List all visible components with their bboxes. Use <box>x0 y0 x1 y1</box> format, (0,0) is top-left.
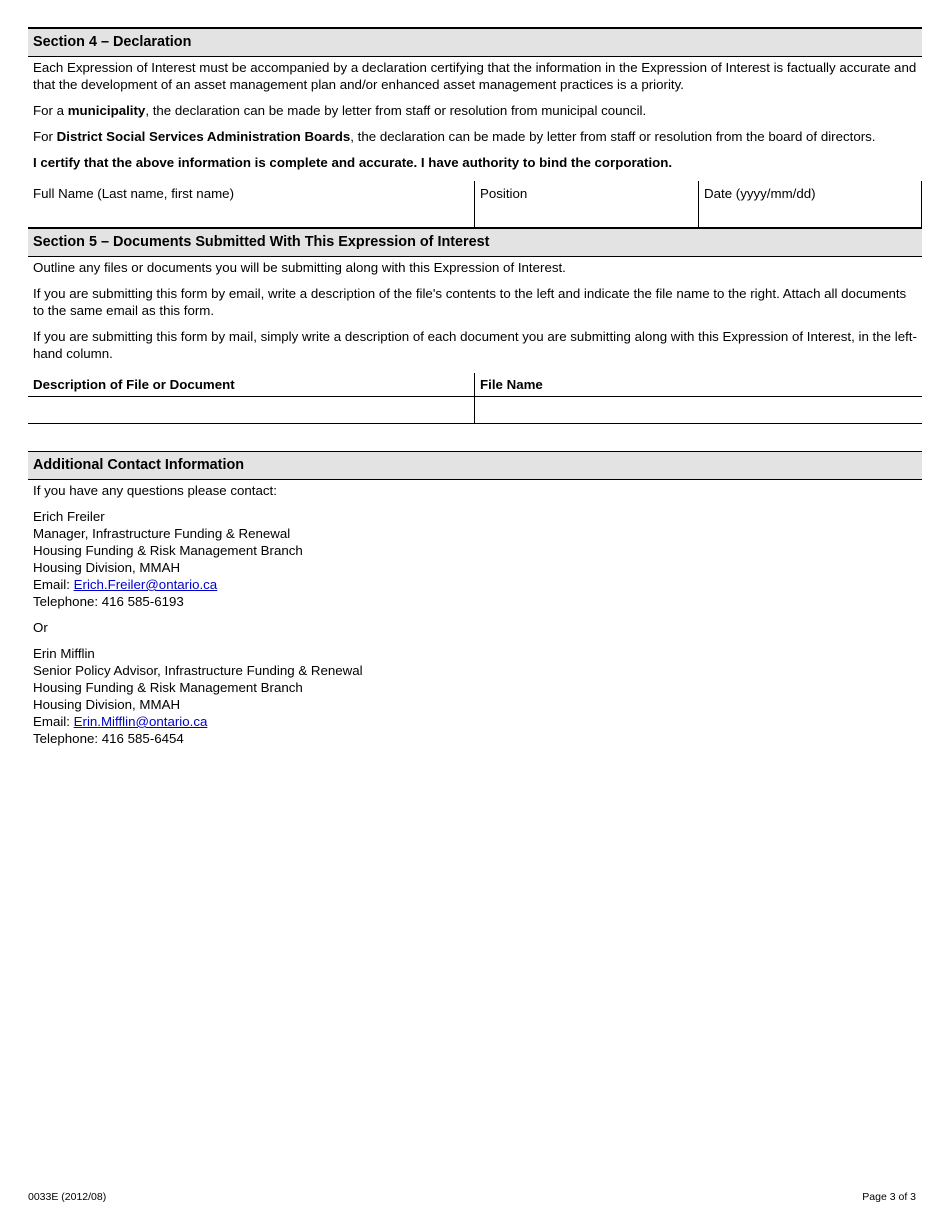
date-label: Date (yyyy/mm/dd) <box>704 186 816 201</box>
form-page <box>28 27 922 747</box>
form-code: 0033E (2012/08) <box>28 1191 107 1203</box>
documents-table-header <box>28 373 922 397</box>
documents-table <box>28 373 922 424</box>
table-row <box>28 397 922 424</box>
full-name-label: Full Name (Last name, first name) <box>33 186 234 201</box>
position-label: Position <box>480 186 528 201</box>
section4-intro: Each Expression of Interest must be accompanied by a declaration certifying that the information in the Expression of Interest is factually accurate and that the development of an asset management plan and/or enhanced asset management practices is a priority. <box>33 60 917 92</box>
file-name-input[interactable] <box>474 397 922 423</box>
section5-heading: Section 5 – Documents Submitted With This Expression of Interest <box>28 229 922 257</box>
section5-mail-instructions: If you are submitting this form by mail, simply write a description of each document you are submitting along with this Expression of Interest, in the left-hand column. <box>33 329 917 361</box>
contact-or: Or <box>33 620 48 635</box>
contact-branch: Housing Funding & Risk Management Branch <box>33 543 303 558</box>
declaration-fields <box>28 181 922 229</box>
contact-title: Manager, Infrastructure Funding & Renewal <box>33 526 291 541</box>
file-name-column-header: File Name <box>474 373 922 396</box>
contact-email-link[interactable]: Erich.Freiler@ontario.ca <box>73 577 218 592</box>
contact-title: Senior Policy Advisor, Infrastructure Funding & Renewal <box>33 663 363 678</box>
contact-branch: Housing Funding & Risk Management Branch <box>33 680 303 695</box>
full-name-field[interactable] <box>28 181 474 227</box>
contact-heading: Additional Contact Information <box>28 451 922 480</box>
contact-name: Erich Freiler <box>33 509 105 524</box>
contact-email-line: Email: Erin.Mifflin@ontario.ca <box>33 714 208 729</box>
contact-division: Housing Division, MMAH <box>33 697 181 712</box>
contact-person-1 <box>28 508 922 610</box>
section4-municipality-note: For a municipality, the declaration can be made by letter from staff or resolution from municipal council. <box>33 103 647 118</box>
section4-dssab-note: For District Social Services Administration Boards, the declaration can be made by letter from staff or resolution from the board of directors. <box>33 129 876 144</box>
contact-phone: Telephone: 416 585-6454 <box>33 731 184 746</box>
description-column-header: Description of File or Document <box>33 377 235 392</box>
certification-statement: I certify that the above information is complete and accurate. I have authority to bind the corporation. <box>33 155 673 170</box>
contact-division: Housing Division, MMAH <box>33 560 181 575</box>
section4-heading: Section 4 – Declaration <box>28 27 922 57</box>
contact-email-link[interactable]: Erin.Mifflin@ontario.ca <box>73 714 208 729</box>
contact-person-2 <box>28 645 922 747</box>
description-input[interactable] <box>28 397 474 423</box>
position-field[interactable] <box>474 181 698 227</box>
page-number: Page 3 of 3 <box>862 1191 916 1203</box>
section5-email-instructions: If you are submitting this form by email, write a description of the file's contents to the left and indicate the file name to the right. Attach all documents to the same email as this form. <box>33 286 907 318</box>
contact-phone: Telephone: 416 585-6193 <box>33 594 184 609</box>
section5-intro: Outline any files or documents you will be submitting along with this Expression of Interest. <box>33 260 566 275</box>
contact-name: Erin Mifflin <box>33 646 95 661</box>
date-field[interactable] <box>698 181 922 227</box>
contact-email-line: Email: Erich.Freiler@ontario.ca <box>33 577 218 592</box>
contact-intro: If you have any questions please contact: <box>33 483 277 498</box>
